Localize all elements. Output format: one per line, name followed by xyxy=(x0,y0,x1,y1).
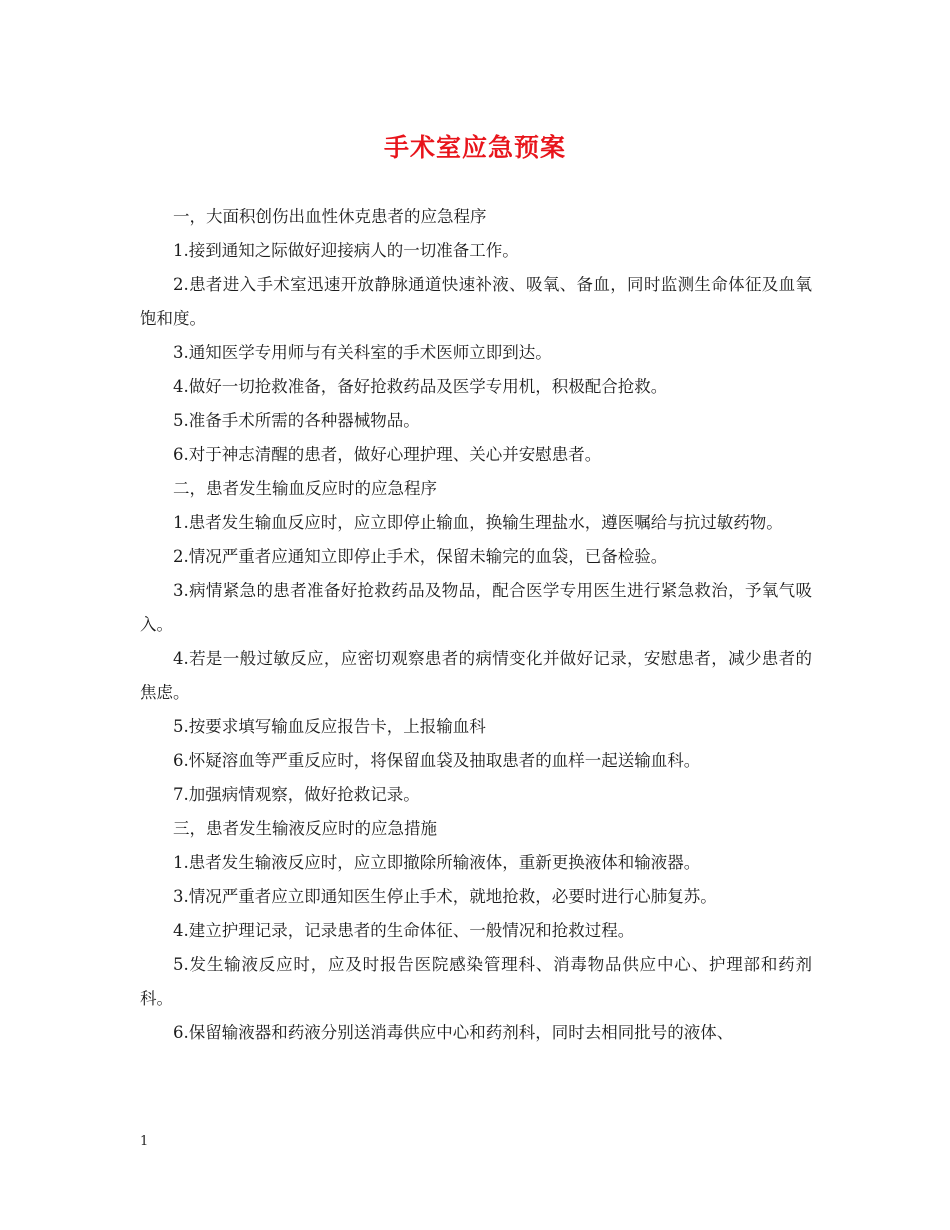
paragraph-2-3: 3.病情紧急的患者准备好抢救药品及物品，配合医学专用医生进行紧急救治，予氧气吸入。 xyxy=(140,581,812,634)
paragraph-1-6: 6.对于神志清醒的患者，做好心理护理、关心并安慰患者。 xyxy=(173,445,602,464)
section-heading-2: 二，患者发生输血反应时的应急程序 xyxy=(173,479,437,498)
page-number: 1 xyxy=(140,1134,149,1149)
section-heading-1: 一，大面积创伤出血性休克患者的应急程序 xyxy=(173,207,487,226)
paragraph-1-4: 4.做好一切抢救准备，备好抢救药品及医学专用机，积极配合抢救。 xyxy=(173,377,668,396)
paragraph-3-5: 5.发生输液反应时，应及时报告医院感染管理科、消毒物品供应中心、护理部和药剂科。 xyxy=(140,955,812,1008)
paragraph-3-4: 4.建立护理记录，记录患者的生命体征、一般情况和抢救过程。 xyxy=(173,921,635,940)
paragraph-1-1: 1.接到通知之际做好迎接病人的一切准备工作。 xyxy=(173,241,519,260)
paragraph-2-1: 1.患者发生输血反应时，应立即停止输血，换输生理盐水，遵医嘱给与抗过敏药物。 xyxy=(173,513,783,532)
paragraph-3-6: 6.保留输液器和药液分别送消毒供应中心和药剂科，同时去相同批号的液体、 xyxy=(173,1023,734,1042)
paragraph-2-4: 4.若是一般过敏反应，应密切观察患者的病情变化并做好记录，安慰患者，减少患者的焦虑。 xyxy=(140,649,812,702)
document-body xyxy=(140,200,812,1050)
paragraph-3-3: 3.情况严重者应立即通知医生停止手术，就地抢救，必要时进行心肺复苏。 xyxy=(173,887,717,906)
paragraph-2-2: 2.情况严重者应通知立即停止手术，保留未输完的血袋，已备检验。 xyxy=(173,547,668,566)
paragraph-2-6: 6.怀疑溶血等严重反应时，将保留血袋及抽取患者的血样一起送输血科。 xyxy=(173,751,701,770)
paragraph-1-5: 5.准备手术所需的各种器械物品。 xyxy=(173,411,420,430)
paragraph-2-7: 7.加强病情观察，做好抢救记录。 xyxy=(173,785,420,804)
section-heading-3: 三，患者发生输液反应时的应急措施 xyxy=(173,819,437,838)
paragraph-1-2: 2.患者进入手术室迅速开放静脉通道快速补液、吸氧、备血，同时监测生命体征及血氧饱和度。 xyxy=(140,275,812,328)
document-title: 手术室应急预案 xyxy=(383,133,566,162)
paragraph-1-3: 3.通知医学专用师与有关科室的手术医师立即到达。 xyxy=(173,343,552,362)
paragraph-2-5: 5.按要求填写输血反应报告卡，上报输血科 xyxy=(173,717,486,736)
paragraph-3-1: 1.患者发生输液反应时，应立即撤除所输液体，重新更换液体和输液器。 xyxy=(173,853,701,872)
